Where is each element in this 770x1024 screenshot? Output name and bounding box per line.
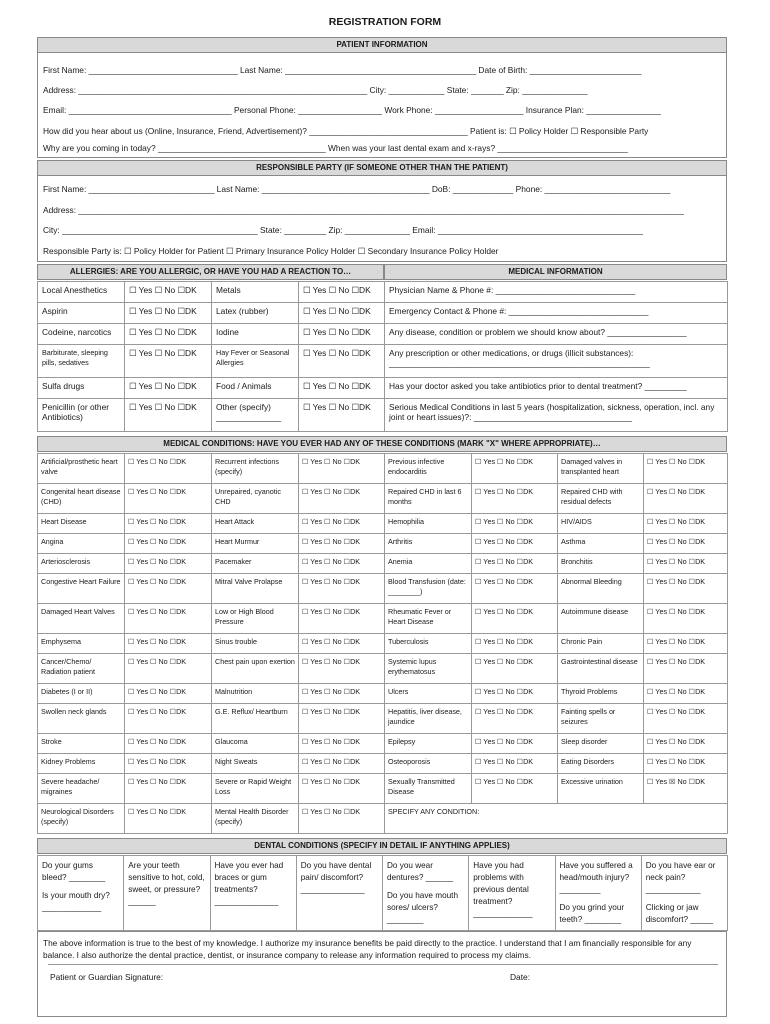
condition-label: Osteoporosis (385, 754, 472, 774)
dental-question-cell[interactable] (383, 856, 469, 931)
condition-yes-no-dk[interactable]: ☐ Yes ☐ No ☐DK (299, 484, 385, 514)
condition-label: Recurrent infections (specify) (212, 454, 299, 484)
condition-yes-no-dk[interactable]: ☐ Yes ☐ No ☐DK (472, 484, 558, 514)
condition-label: Artificial/prosthetic heart valve (38, 454, 125, 484)
condition-yes-no-dk[interactable]: ☐ Yes ☐ No ☐DK (472, 704, 558, 734)
condition-yes-no-dk[interactable]: ☐ Yes ☐ No ☐DK (472, 684, 558, 704)
condition-label: Sexually Transmitted Disease (385, 774, 472, 804)
dental-question-cell[interactable] (296, 856, 382, 931)
condition-row (38, 804, 728, 834)
condition-yes-no-dk[interactable]: ☐ Yes ☐ No ☐DK (125, 654, 212, 684)
allergy-yes-no-dk[interactable]: ☐ Yes ☐ No ☐DK (299, 399, 385, 432)
condition-label: Mental Health Disorder (specify) (212, 804, 299, 834)
condition-row (38, 574, 728, 604)
allergy-item: Iodine (212, 324, 299, 345)
condition-label: Night Sweats (212, 754, 299, 774)
condition-label: Abnormal Bleeding (558, 574, 644, 604)
condition-yes-no-dk[interactable]: ☐ Yes ☐ No ☐DK (125, 484, 212, 514)
condition-yes-no-dk[interactable]: ☐ Yes ☐ No ☐DK (472, 534, 558, 554)
condition-yes-no-dk[interactable]: ☐ Yes ☐ No ☐DK (125, 604, 212, 634)
condition-yes-no-dk[interactable]: ☐ Yes ☐ No ☐DK (125, 454, 212, 484)
condition-yes-no-dk[interactable]: ☐ Yes ☐ No ☐DK (644, 754, 728, 774)
condition-label: Congenital heart disease (CHD) (38, 484, 125, 514)
condition-yes-no-dk[interactable]: ☐ Yes ☐ No ☐DK (299, 634, 385, 654)
dental-question-cell[interactable] (210, 856, 296, 931)
dental-question: Do you wear dentures? ______ (387, 861, 454, 882)
condition-label: Damaged Heart Valves (38, 604, 125, 634)
condition-yes-no-dk[interactable]: ☐ Yes ☐ No ☐DK (472, 734, 558, 754)
condition-label: Kidney Problems (38, 754, 125, 774)
condition-label: Unrepaired, cyanotic CHD (212, 484, 299, 514)
condition-yes-no-dk[interactable]: ☐ Yes ☐ No ☐DK (299, 684, 385, 704)
condition-label: Damaged valves in transplanted heart (558, 454, 644, 484)
condition-yes-no-dk[interactable]: ☐ Yes ☐ No ☐DK (644, 684, 728, 704)
responsible-city-line[interactable]: City: __________________________________________ State: _________ Zip: ______________ Email: ____________________________________________ (43, 225, 643, 235)
signature-divider (48, 964, 718, 965)
dental-question: Are your teeth sensitive to hot, cold, sweet, or pressure? ______ (128, 861, 205, 906)
condition-label: HIV/AIDS (558, 514, 644, 534)
condition-row (38, 454, 728, 484)
allergy-yes-no-dk[interactable]: ☐ Yes ☐ No ☐DK (299, 378, 385, 399)
dental-question-cell[interactable] (124, 856, 210, 931)
dental-question: Have you ever had braces or gum treatments? ______________ (214, 861, 284, 906)
dental-question: Have you had problems with previous dental treatment? _____________ (473, 861, 533, 918)
condition-label: Heart Murmur (212, 534, 299, 554)
medical-info-question[interactable]: Any prescription or other medications, or drugs (illicit substances): ________________________________________________________ (385, 345, 728, 378)
allergy-item: Food / Animals (212, 378, 299, 399)
condition-label: Angina (38, 534, 125, 554)
patient-info-section (37, 37, 727, 158)
condition-yes-no-dk[interactable]: ☐ Yes ☐ No ☐DK (644, 534, 728, 554)
medical-info-question[interactable]: Emergency Contact & Phone #: ______________________________ (385, 303, 728, 324)
condition-label: Tuberculosis (385, 634, 472, 654)
condition-label: Hemophilia (385, 514, 472, 534)
condition-yes-no-dk[interactable]: ☐ Yes ☐ No ☐DK (299, 534, 385, 554)
condition-label: Mitral Valve Prolapse (212, 574, 299, 604)
condition-row (38, 534, 728, 554)
allergy-yes-no-dk[interactable]: ☐ Yes ☐ No ☐DK (125, 378, 212, 399)
condition-label: Previous infective endocarditis (385, 454, 472, 484)
allergies-table (37, 281, 728, 432)
dental-question: Clicking or jaw discomfort? _____ (645, 903, 714, 924)
allergy-item: Codeine, narcotics (38, 324, 125, 345)
condition-yes-no-dk[interactable]: ☐ Yes ☐ No ☐DK (644, 704, 728, 734)
condition-label: Severe headache/ migraines (38, 774, 125, 804)
condition-yes-no-dk[interactable]: ☐ Yes ☐ No ☐DK (125, 684, 212, 704)
medical-info-question[interactable]: Has your doctor asked you take antibiotics prior to dental treatment? _________ (385, 378, 728, 399)
condition-label: Severe or Rapid Weight Loss (212, 774, 299, 804)
patient-info-header: PATIENT INFORMATION (37, 37, 727, 53)
condition-row (38, 514, 728, 534)
dental-conditions-header: DENTAL CONDITIONS (SPECIFY IN DETAIL IF ANYTHING APPLIES) (37, 838, 727, 854)
condition-row (38, 554, 728, 574)
condition-label: Epilepsy (385, 734, 472, 754)
condition-label: Pacemaker (212, 554, 299, 574)
allergy-item: Aspirin (38, 303, 125, 324)
allergy-item: Other (specify) ______________ (212, 399, 299, 432)
responsible-party-header: RESPONSIBLE PARTY (IF SOMEONE OTHER THAN THE PATIENT) (37, 160, 727, 176)
condition-yes-no-dk[interactable]: ☐ Yes ☐ No ☐DK (299, 774, 385, 804)
condition-yes-no-dk[interactable]: ☐ Yes ☐ No ☐DK (125, 704, 212, 734)
condition-yes-no-dk[interactable]: ☐ Yes ☐ No ☐DK (299, 554, 385, 574)
dental-conditions-table (37, 855, 728, 931)
condition-label: Glaucoma (212, 734, 299, 754)
patient-referral-line[interactable]: How did you hear about us (Online, Insurance, Friend, Advertisement)? __________________________________ Patient is: ☐ Policy Holder ☐ Responsible Party (43, 126, 649, 136)
allergy-yes-no-dk[interactable]: ☐ Yes ☐ No ☐DK (299, 345, 385, 378)
condition-yes-no-dk[interactable]: ☐ Yes ☐ No ☐DK (644, 574, 728, 604)
condition-yes-no-dk[interactable]: ☐ Yes ☐ No ☐DK (125, 804, 212, 834)
condition-yes-no-dk[interactable]: ☐ Yes ☐ No ☐DK (125, 574, 212, 604)
authorization-statement: The above information is true to the best of my knowledge. I authorize my insurance benefits be paid directly to the practice. I understand that I am financially responsible for any balance. I also authorize the dental practice, dentist, or insurance company to release any information required to process my claims. (43, 938, 692, 960)
condition-yes-no-dk[interactable]: ☐ Yes ☐ No ☐DK (299, 734, 385, 754)
condition-yes-no-dk[interactable]: ☐ Yes ☐ No ☐DK (125, 514, 212, 534)
dental-question-cell[interactable] (469, 856, 555, 931)
allergy-item: Metals (212, 282, 299, 303)
condition-label: Stroke (38, 734, 125, 754)
condition-yes-no-dk[interactable]: ☐ Yes ☐ No ☐DK (472, 454, 558, 484)
responsible-address-line[interactable]: Address: __________________________________________________________________________________________________________________________________ (43, 205, 684, 215)
condition-yes-no-dk[interactable]: ☐ Yes ☐ No ☐DK (299, 804, 385, 834)
condition-yes-no-dk[interactable]: ☐ Yes ☐ No ☐DK (125, 554, 212, 574)
condition-yes-no-dk[interactable]: ☐ Yes ☐ No ☐DK (644, 634, 728, 654)
condition-row (38, 654, 728, 684)
condition-yes-no-dk[interactable]: ☐ Yes ☐ No ☐DK (644, 734, 728, 754)
allergy-yes-no-dk[interactable]: ☐ Yes ☐ No ☐DK (125, 324, 212, 345)
condition-label: Gastrointestinal disease (558, 654, 644, 684)
condition-row (38, 754, 728, 774)
condition-yes-no-dk[interactable]: ☐ Yes ☐ No ☐DK (125, 754, 212, 774)
allergy-yes-no-dk[interactable]: ☐ Yes ☐ No ☐DK (125, 303, 212, 324)
condition-label: Chest pain upon exertion (212, 654, 299, 684)
condition-label: Neurological Disorders (specify) (38, 804, 125, 834)
dental-question-cell[interactable] (555, 856, 641, 931)
condition-yes-no-dk[interactable]: ☐ Yes ☐ No ☐DK (299, 654, 385, 684)
condition-label: Heart Disease (38, 514, 125, 534)
condition-row (38, 634, 728, 654)
dental-question: Is your mouth dry? _____________ (42, 891, 110, 912)
allergy-yes-no-dk[interactable]: ☐ Yes ☐ No ☐DK (299, 324, 385, 345)
condition-row (38, 604, 728, 634)
allergy-item: Sulfa drugs (38, 378, 125, 399)
condition-label: Eating Disorders (558, 754, 644, 774)
dental-question: Do you have ear or neck pain? ____________ (645, 861, 716, 894)
condition-yes-no-dk[interactable]: ☐ Yes ☐ No ☐DK (299, 704, 385, 734)
condition-yes-no-dk[interactable]: ☐ Yes ☒ No ☐DK (644, 774, 728, 804)
condition-label: Excessive urination (558, 774, 644, 804)
condition-label: Swollen neck glands (38, 704, 125, 734)
condition-yes-no-dk[interactable]: ☐ Yes ☐ No ☐DK (644, 604, 728, 634)
condition-yes-no-dk[interactable]: ☐ Yes ☐ No ☐DK (472, 774, 558, 804)
condition-label: Malnutrition (212, 684, 299, 704)
condition-yes-no-dk[interactable]: ☐ Yes ☐ No ☐DK (644, 514, 728, 534)
allergy-item: Latex (rubber) (212, 303, 299, 324)
condition-label: Congestive Heart Failure (38, 574, 125, 604)
condition-yes-no-dk[interactable]: ☐ Yes ☐ No ☐DK (472, 554, 558, 574)
condition-yes-no-dk[interactable]: ☐ Yes ☐ No ☐DK (472, 634, 558, 654)
condition-yes-no-dk[interactable]: ☐ Yes ☐ No ☐DK (644, 484, 728, 514)
condition-label: Cancer/Chemo/ Radiation patient (38, 654, 125, 684)
condition-label: Sleep disorder (558, 734, 644, 754)
condition-yes-no-dk[interactable]: ☐ Yes ☐ No ☐DK (472, 574, 558, 604)
condition-yes-no-dk[interactable]: ☐ Yes ☐ No ☐DK (472, 514, 558, 534)
condition-row (38, 774, 728, 804)
condition-label: Blood Transfusion (date: ________) (385, 574, 472, 604)
condition-row (38, 684, 728, 704)
condition-yes-no-dk[interactable]: ☐ Yes ☐ No ☐DK (472, 604, 558, 634)
allergy-row (38, 324, 728, 345)
condition-label: Repaired CHD with residual defects (558, 484, 644, 514)
date-label[interactable]: Date: (510, 972, 531, 982)
dental-question: Do you grind your teeth? ________ (559, 903, 625, 924)
dental-question-cell[interactable] (641, 856, 727, 931)
form-title: REGISTRATION FORM (328, 16, 442, 28)
patient-address-line[interactable]: Address: ______________________________________________________________ City: ____________ State: _______ Zip: ______________ (43, 85, 588, 95)
allergy-item: Barbiturate, sleeping pills, sedatives (38, 345, 125, 378)
dental-question: Do you have dental pain/ discomfort? ______________ (300, 861, 372, 894)
specify-condition-field[interactable]: SPECIFY ANY CONDITION: (385, 804, 728, 834)
allergy-row (38, 282, 728, 303)
allergy-row (38, 399, 728, 432)
medical-info-question[interactable]: Serious Medical Conditions in last 5 years (hospitalization, sickness, operation, incl. any joint or heart issues)?: __________________________________ (385, 399, 728, 432)
condition-label: Thyroid Problems (558, 684, 644, 704)
allergy-yes-no-dk[interactable]: ☐ Yes ☐ No ☐DK (125, 282, 212, 303)
condition-yes-no-dk[interactable]: ☐ Yes ☐ No ☐DK (299, 574, 385, 604)
medical-info-header: MEDICAL INFORMATION (384, 264, 727, 280)
condition-yes-no-dk[interactable]: ☐ Yes ☐ No ☐DK (299, 454, 385, 484)
allergy-item: Hay Fever or Seasonal Allergies (212, 345, 299, 378)
condition-yes-no-dk[interactable]: ☐ Yes ☐ No ☐DK (299, 514, 385, 534)
allergy-yes-no-dk[interactable]: ☐ Yes ☐ No ☐DK (125, 399, 212, 432)
responsible-name-line[interactable]: First Name: ___________________________ Last Name: ____________________________________ DoB: _____________ Phone: ___________________________ (43, 184, 671, 194)
condition-label: Rheumatic Fever or Heart Disease (385, 604, 472, 634)
condition-yes-no-dk[interactable]: ☐ Yes ☐ No ☐DK (644, 554, 728, 574)
condition-yes-no-dk[interactable]: ☐ Yes ☐ No ☐DK (125, 774, 212, 804)
condition-label: Emphysema (38, 634, 125, 654)
condition-yes-no-dk[interactable]: ☐ Yes ☐ No ☐DK (125, 734, 212, 754)
condition-label: Systemic lupus erythematosus (385, 654, 472, 684)
condition-label: G.E. Reflux/ Heartburn (212, 704, 299, 734)
allergy-row (38, 378, 728, 399)
condition-label: Heart Attack (212, 514, 299, 534)
allergy-yes-no-dk[interactable]: ☐ Yes ☐ No ☐DK (299, 282, 385, 303)
condition-label: Low or High Blood Pressure (212, 604, 299, 634)
dental-question: Do you have mouth sores/ ulcers? ________ (387, 891, 459, 924)
condition-label: Chronic Pain (558, 634, 644, 654)
signature-label[interactable]: Patient or Guardian Signature: (50, 972, 164, 982)
medical-conditions-table (37, 453, 728, 834)
responsible-type-line[interactable]: Responsible Party is: ☐ Policy Holder for Patient ☐ Primary Insurance Policy Holder ☐ Secondary Insurance Policy Holder (43, 246, 499, 256)
condition-yes-no-dk[interactable]: ☐ Yes ☐ No ☐DK (299, 604, 385, 634)
patient-visit-reason-line[interactable]: Why are you coming in today? ____________________________________ When was your last dental exam and x-rays? ____________________________ (43, 143, 628, 153)
allergy-item: Penicillin (or other Antibiotics) (38, 399, 125, 432)
condition-label: Arthritis (385, 534, 472, 554)
dental-question-cell[interactable] (38, 856, 124, 931)
allergies-header: ALLERGIES: ARE YOU ALLERGIC, OR HAVE YOU HAD A REACTION TO… (37, 264, 384, 280)
allergy-row (38, 345, 728, 378)
medical-info-question[interactable]: Any disease, condition or problem we should know about? _________________ (385, 324, 728, 345)
condition-row (38, 734, 728, 754)
patient-name-line[interactable]: First Name: ________________________________ Last Name: _________________________________________ Date of Birth: ________________________ (43, 65, 642, 75)
condition-row (38, 704, 728, 734)
condition-label: Arteriosclerosis (38, 554, 125, 574)
condition-yes-no-dk[interactable]: ☐ Yes ☐ No ☐DK (472, 754, 558, 774)
allergy-item: Local Anesthetics (38, 282, 125, 303)
condition-label: Bronchitis (558, 554, 644, 574)
condition-yes-no-dk[interactable]: ☐ Yes ☐ No ☐DK (125, 634, 212, 654)
allergy-yes-no-dk[interactable]: ☐ Yes ☐ No ☐DK (299, 303, 385, 324)
condition-yes-no-dk[interactable]: ☐ Yes ☐ No ☐DK (125, 534, 212, 554)
condition-label: Repaired CHD in last 6 months (385, 484, 472, 514)
condition-label: Hepatitis, liver disease, jaundice (385, 704, 472, 734)
condition-yes-no-dk[interactable]: ☐ Yes ☐ No ☐DK (644, 454, 728, 484)
patient-contact-line[interactable]: Email: ___________________________________ Personal Phone: __________________ Work Phone: ___________________ Insurance Plan: ________________ (43, 105, 661, 115)
medical-conditions-header: MEDICAL CONDITIONS: HAVE YOU EVER HAD ANY OF THESE CONDITIONS (MARK "X" WHERE APPROPRIATE)… (37, 436, 727, 452)
condition-label: Anemia (385, 554, 472, 574)
condition-row (38, 484, 728, 514)
medical-info-question[interactable]: Physician Name & Phone #: ______________________________ (385, 282, 728, 303)
allergy-row (38, 303, 728, 324)
condition-label: Asthma (558, 534, 644, 554)
allergy-yes-no-dk[interactable]: ☐ Yes ☐ No ☐DK (125, 345, 212, 378)
condition-yes-no-dk[interactable]: ☐ Yes ☐ No ☐DK (644, 654, 728, 684)
condition-label: Diabetes (I or II) (38, 684, 125, 704)
dental-question: Do your gums bleed? ________ (42, 861, 106, 882)
dental-question: Have you suffered a head/mouth injury? _________ (559, 861, 633, 894)
condition-yes-no-dk[interactable]: ☐ Yes ☐ No ☐DK (299, 754, 385, 774)
condition-label: Autoimmune disease (558, 604, 644, 634)
condition-label: Ulcers (385, 684, 472, 704)
condition-label: Sinus trouble (212, 634, 299, 654)
condition-label: Fainting spells or seizures (558, 704, 644, 734)
condition-yes-no-dk[interactable]: ☐ Yes ☐ No ☐DK (472, 654, 558, 684)
